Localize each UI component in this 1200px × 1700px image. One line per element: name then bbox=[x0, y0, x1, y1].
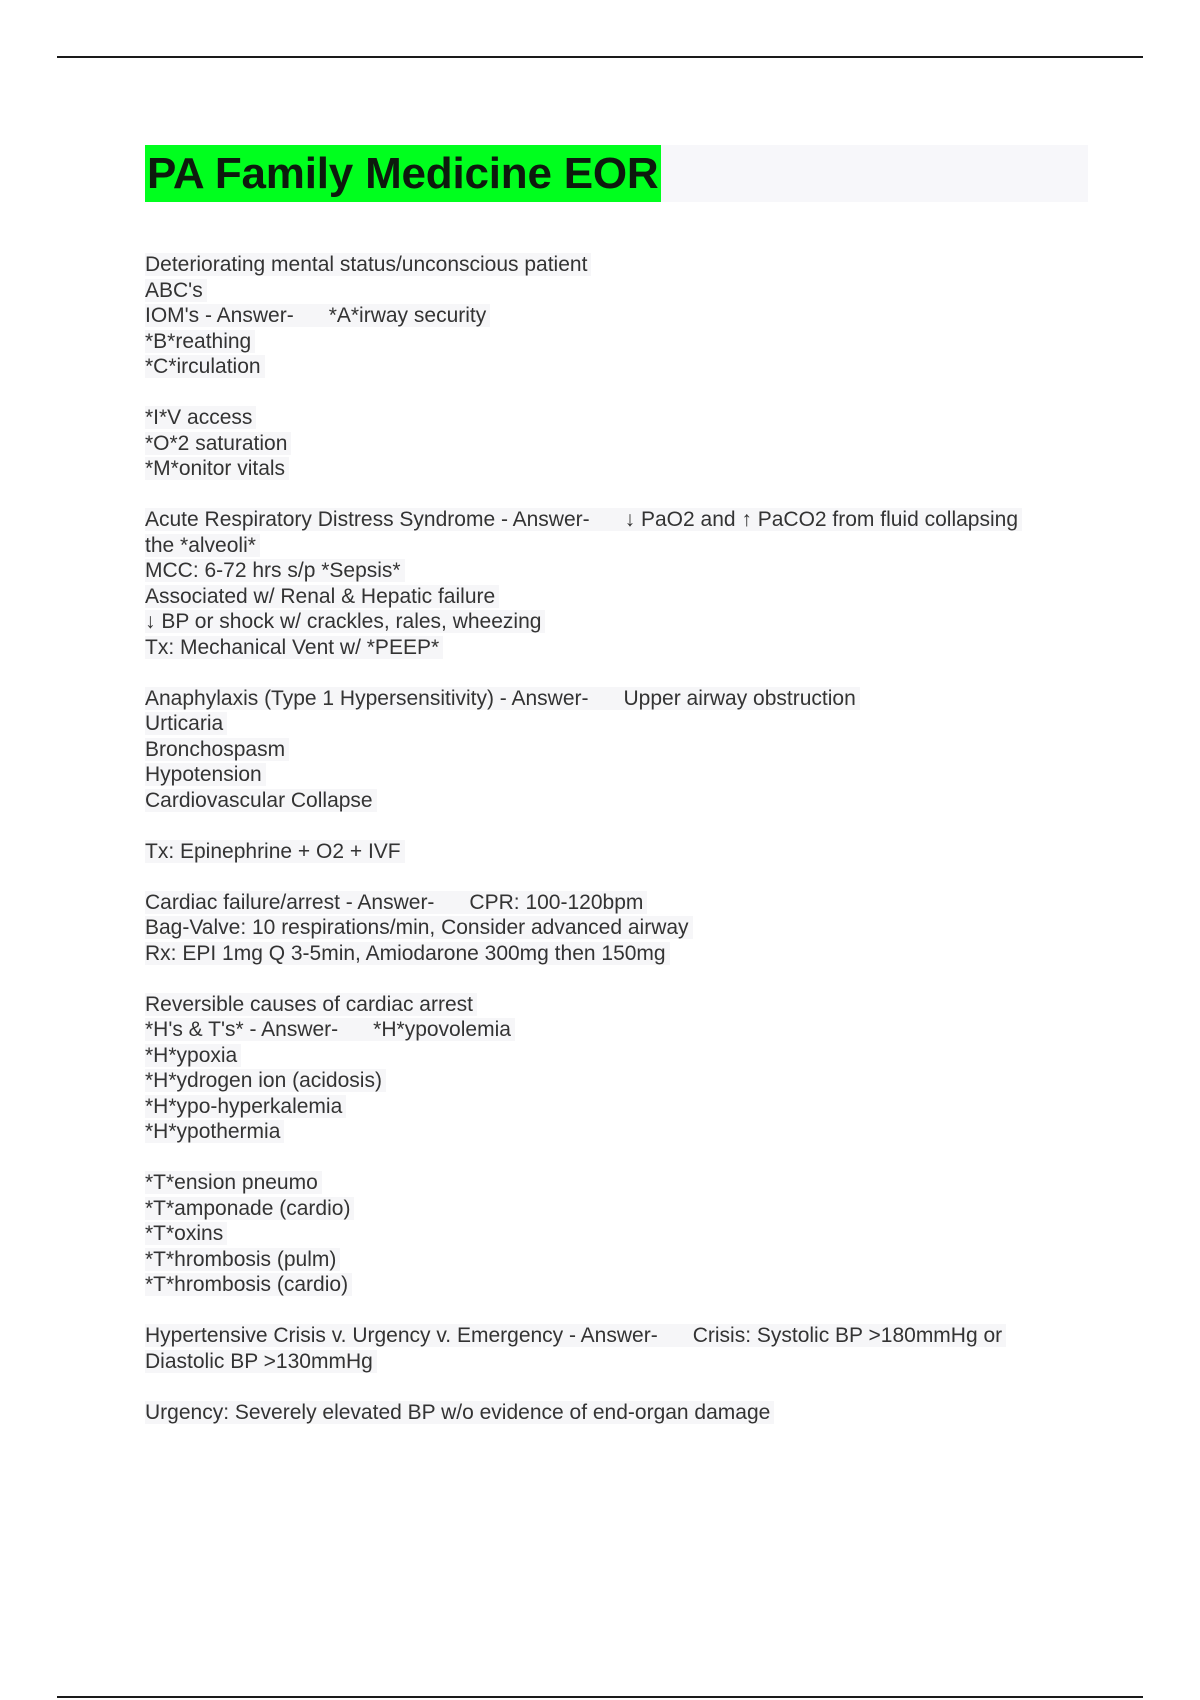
entry-line bbox=[145, 558, 1105, 584]
entry-line-text: *H*ypo-hyperkalemia bbox=[145, 1095, 346, 1118]
qa-entry bbox=[145, 1170, 1105, 1298]
entry-line-text: Bag-Valve: 10 respirations/min, Consider advanced airway bbox=[145, 916, 693, 939]
entry-line bbox=[145, 915, 1105, 941]
entry-line bbox=[145, 456, 1105, 482]
entry-line bbox=[145, 431, 1105, 457]
entry-line-text: IOM's - Answer- *A*irway security bbox=[145, 304, 490, 327]
entry-line bbox=[145, 1094, 1105, 1120]
entry-line bbox=[145, 788, 1105, 814]
qa-entry bbox=[145, 252, 1105, 380]
footer-rule bbox=[57, 1696, 1143, 1698]
entry-line-text: *H*ypothermia bbox=[145, 1120, 284, 1143]
entry-line bbox=[145, 1400, 1105, 1426]
entry-line-text: Urgency: Severely elevated BP w/o evidence of end-organ damage bbox=[145, 1401, 774, 1424]
document-body bbox=[145, 252, 1105, 1451]
entry-line bbox=[145, 635, 1105, 661]
entry-line-text: Bronchospasm bbox=[145, 738, 289, 761]
qa-entry bbox=[145, 992, 1105, 1145]
entry-line-text: Diastolic BP >130mmHg bbox=[145, 1350, 377, 1373]
entry-line bbox=[145, 1349, 1105, 1375]
entry-line-text: Anaphylaxis (Type 1 Hypersensitivity) - Answer- Upper airway obstruction bbox=[145, 687, 860, 710]
entry-line-text: Deteriorating mental status/unconscious patient bbox=[145, 253, 591, 276]
entry-line bbox=[145, 1017, 1105, 1043]
qa-entry bbox=[145, 507, 1105, 660]
entry-line-text: *T*oxins bbox=[145, 1222, 227, 1245]
entry-line bbox=[145, 1119, 1105, 1145]
entry-line-text: Urticaria bbox=[145, 712, 227, 735]
entry-line bbox=[145, 1043, 1105, 1069]
entry-line-text: *H*ypoxia bbox=[145, 1044, 241, 1067]
entry-line bbox=[145, 1196, 1105, 1222]
entry-line bbox=[145, 686, 1105, 712]
entry-line-text: Reversible causes of cardiac arrest bbox=[145, 993, 477, 1016]
entry-line-text: *O*2 saturation bbox=[145, 432, 291, 455]
entry-line-text: the *alveoli* bbox=[145, 534, 260, 557]
entry-line bbox=[145, 1221, 1105, 1247]
entry-line-text: Tx: Epinephrine + O2 + IVF bbox=[145, 840, 405, 863]
entry-line bbox=[145, 507, 1105, 533]
entry-line bbox=[145, 1272, 1105, 1298]
entry-line bbox=[145, 1068, 1105, 1094]
header-rule bbox=[57, 56, 1143, 58]
qa-entry bbox=[145, 1400, 1105, 1426]
entry-line bbox=[145, 711, 1105, 737]
qa-entry bbox=[145, 1323, 1105, 1374]
entry-line-text: Hypotension bbox=[145, 763, 266, 786]
entry-line-text: Associated w/ Renal & Hepatic failure bbox=[145, 585, 499, 608]
entry-line bbox=[145, 609, 1105, 635]
entry-line bbox=[145, 405, 1105, 431]
entry-line bbox=[145, 1323, 1105, 1349]
page-title: PA Family Medicine EOR bbox=[145, 145, 661, 202]
entry-line-text: *H*ydrogen ion (acidosis) bbox=[145, 1069, 386, 1092]
entry-line bbox=[145, 329, 1105, 355]
entry-line bbox=[145, 941, 1105, 967]
entry-line bbox=[145, 992, 1105, 1018]
entry-line-text: Rx: EPI 1mg Q 3-5min, Amiodarone 300mg then 150mg bbox=[145, 942, 670, 965]
entry-line bbox=[145, 584, 1105, 610]
entry-line bbox=[145, 354, 1105, 380]
entry-line-text: *T*ension pneumo bbox=[145, 1171, 322, 1194]
entry-line bbox=[145, 303, 1105, 329]
entry-line-text: *T*amponade (cardio) bbox=[145, 1197, 354, 1220]
entry-line bbox=[145, 1170, 1105, 1196]
entry-line bbox=[145, 1247, 1105, 1273]
entry-line-text: *C*irculation bbox=[145, 355, 265, 378]
entry-line-text: Acute Respiratory Distress Syndrome - Answer- ↓ PaO2 and ↑ PaCO2 from fluid collapsing bbox=[145, 508, 1022, 531]
entry-line-text: *T*hrombosis (cardio) bbox=[145, 1273, 352, 1296]
qa-entry bbox=[145, 839, 1105, 865]
qa-entry bbox=[145, 686, 1105, 814]
entry-line-text: *B*reathing bbox=[145, 330, 255, 353]
entry-line-text: *I*V access bbox=[145, 406, 256, 429]
entry-line bbox=[145, 737, 1105, 763]
entry-line bbox=[145, 252, 1105, 278]
entry-line bbox=[145, 533, 1105, 559]
entry-line-text: *M*onitor vitals bbox=[145, 457, 289, 480]
entry-line-text: Hypertensive Crisis v. Urgency v. Emergency - Answer- Crisis: Systolic BP >180mmHg or bbox=[145, 1324, 1006, 1347]
qa-entry bbox=[145, 890, 1105, 967]
entry-line bbox=[145, 890, 1105, 916]
entry-line-text: Cardiac failure/arrest - Answer- CPR: 100-120bpm bbox=[145, 891, 647, 914]
entry-line bbox=[145, 839, 1105, 865]
entry-line-text: *T*hrombosis (pulm) bbox=[145, 1248, 340, 1271]
qa-entry bbox=[145, 405, 1105, 482]
entry-line-text: MCC: 6-72 hrs s/p *Sepsis* bbox=[145, 559, 405, 582]
entry-line-text: Tx: Mechanical Vent w/ *PEEP* bbox=[145, 636, 443, 659]
entry-line-text: ↓ BP or shock w/ crackles, rales, wheezing bbox=[145, 610, 545, 633]
entry-line-text: Cardiovascular Collapse bbox=[145, 789, 377, 812]
entry-line-text: *H's & T's* - Answer- *H*ypovolemia bbox=[145, 1018, 515, 1041]
entry-line-text: ABC's bbox=[145, 279, 207, 302]
entry-line bbox=[145, 278, 1105, 304]
entry-line bbox=[145, 762, 1105, 788]
